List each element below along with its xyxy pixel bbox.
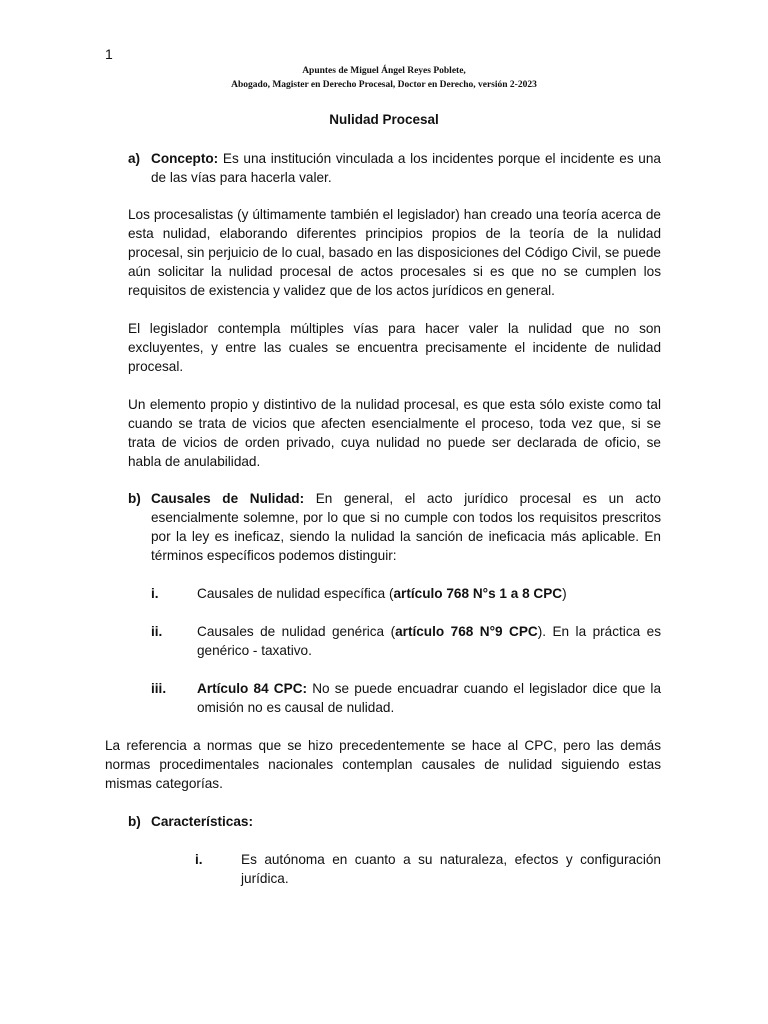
causal-marker: ii. [151, 624, 163, 639]
header-credentials-line: Abogado, Magister en Derecho Procesal, Doctor en Derecho, versión 2-2023 [231, 80, 537, 90]
section-c-marker: b) [128, 814, 141, 829]
section-b-text: En general, el acto jurídico procesal es un acto esencialmente solemne, por lo que si no cumple con todos los requisitos prescritos por la ley es ineficaz, siendo la nulidad la sanción de ineficacia más aplicable. En términos específicos podemos distinguir: [151, 491, 661, 563]
paragraph-referencia: La referencia a normas que se hizo precedentemente se hace al CPC, pero las demás normas procedimentales nacionales contemplan causales de nulidad siguiendo estas mismas categorías. [105, 738, 661, 791]
section-b-heading: Causales de Nulidad: [151, 491, 305, 506]
section-b-marker: b) [128, 491, 141, 506]
section-c-heading: Características: [151, 814, 254, 829]
section-a-concepto [151, 149, 661, 187]
paragraph-legislador: El legislador contempla múltiples vías para hacer valer la nulidad que no son excluyentes, y entre las cuales se encuentra precisamente el incidente de nulidad procesal. [128, 321, 661, 374]
causal-item: Causales de nulidad específica (artículo 768 N°s 1 a 8 CPC) [197, 586, 567, 601]
causal-marker: i. [151, 586, 159, 601]
paragraph-procesalistas: Los procesalistas (y últimamente también el legislador) han creado una teoría acerca de esta nulidad, elaborando diferentes principios propios de la teoría de la nulidad procesal, sin perjuicio de lo cual, basado en las disposiciones del Código Civil, se puede aún solicitar la nulidad procesal de actos procesales si es que no se cumplen los requisitos de existencia y validez que de los actos jurídicos en general. [128, 207, 661, 298]
causal-item: Causales de nulidad genérica (artículo 768 N°9 CPC). En la práctica es genérico - taxativo. [197, 624, 661, 658]
section-a-heading: Concepto: [151, 151, 219, 166]
section-a-text: Es una institución vinculada a los incidentes porque el incidente es una de las vías para hacerla valer. [151, 151, 661, 185]
page-number: 1 [105, 46, 113, 62]
causal-marker: iii. [151, 681, 167, 696]
causal-item: Artículo 84 CPC: No se puede encuadrar cuando el legislador dice que la omisión no es causal de nulidad. [197, 681, 662, 715]
section-b-causales [151, 489, 661, 565]
paragraph-elemento-propio: Un elemento propio y distintivo de la nulidad procesal, es que esta sólo existe como tal cuando se trata de vicios que afecten esencialmente el proceso, toda vez que, si se trata de vicios de orden privado, cuya nulidad no puede ser declarada de oficio, se habla de anulabilidad. [128, 397, 661, 469]
document-header [0, 64, 768, 92]
caracteristica-item: Es autónoma en cuanto a su naturaleza, efectos y configuración jurídica. [241, 852, 661, 886]
section-a-marker: a) [128, 151, 141, 166]
document-title: Nulidad Procesal [329, 112, 439, 127]
caracteristica-marker: i. [195, 852, 203, 867]
header-author-line: Apuntes de Miguel Ángel Reyes Poblete, [302, 66, 466, 76]
